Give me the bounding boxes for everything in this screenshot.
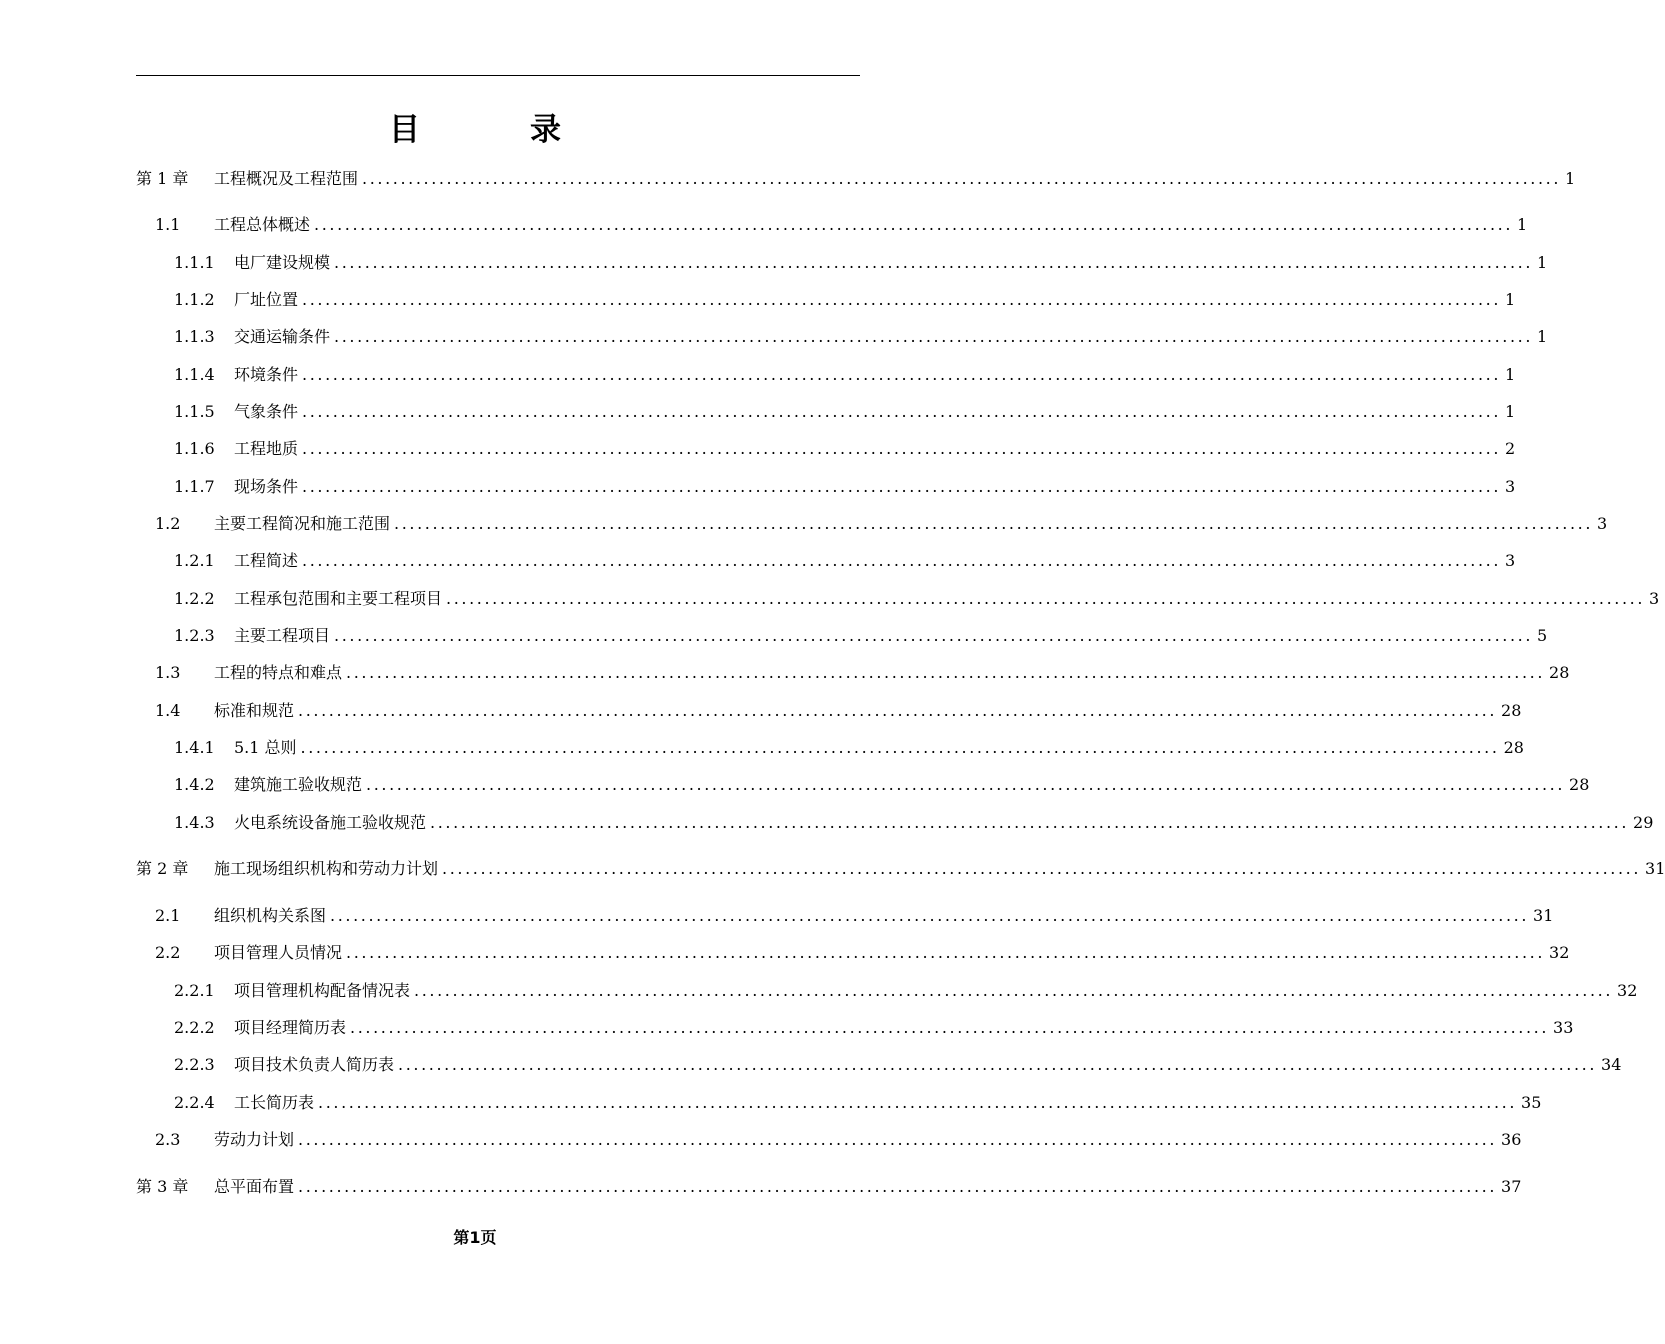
toc-dot-leader: ............................................................................................................................................................ — [318, 1093, 1518, 1112]
toc-page-number: 5 — [1537, 626, 1548, 645]
toc-page-number: 1 — [1537, 327, 1548, 346]
toc-entry-2-2-2[interactable] — [174, 1016, 1574, 1040]
toc-dot-leader: ............................................................................................................................................................ — [334, 327, 1534, 346]
toc-label: 项目管理人员情况 — [214, 943, 343, 962]
toc-page-number: 32 — [1617, 981, 1638, 1000]
toc-entry-2-2-3[interactable] — [174, 1053, 1622, 1077]
toc-page-number: 31 — [1533, 906, 1554, 925]
toc-dot-leader: ............................................................................................................................................................ — [414, 981, 1614, 1000]
toc-label: 标准和规范 — [214, 701, 295, 720]
toc-page-number: 3 — [1649, 589, 1660, 608]
toc-page-number: 29 — [1633, 813, 1654, 832]
toc-number: 2.2.2 — [174, 1018, 215, 1037]
toc-number: 第 1 章 — [136, 169, 189, 188]
toc-label: 工程地质 — [234, 439, 299, 458]
toc-label: 环境条件 — [234, 365, 299, 384]
toc-label: 现场条件 — [234, 477, 299, 496]
toc-number: 1.1.6 — [174, 439, 215, 458]
toc-dot-leader: ............................................................................................................................................................ — [298, 1177, 1498, 1196]
toc-dot-leader: ............................................................................................................................................................ — [430, 813, 1630, 832]
toc-dot-leader: ............................................................................................................................................................ — [298, 1130, 1498, 1149]
toc-number: 1.1.2 — [174, 290, 215, 309]
toc-entry-1-2[interactable] — [155, 512, 1608, 536]
toc-entry-2-2-1[interactable] — [174, 979, 1638, 1003]
toc-dot-leader: ............................................................................................................................................................ — [334, 626, 1534, 645]
toc-number: 1.3 — [155, 663, 181, 682]
toc-page-number: 3 — [1505, 477, 1516, 496]
toc-number: 1.2.2 — [174, 589, 215, 608]
toc-label: 劳动力计划 — [214, 1130, 295, 1149]
toc-label: 工程承包范围和主要工程项目 — [234, 589, 443, 608]
toc-dot-leader: ............................................................................................................................................................ — [302, 365, 1502, 384]
toc-dot-leader: ............................................................................................................................................................ — [300, 738, 1500, 757]
toc-number: 1.1.3 — [174, 327, 215, 346]
toc-dot-leader: ............................................................................................................................................................ — [350, 1018, 1550, 1037]
toc-label: 气象条件 — [234, 402, 299, 421]
toc-label: 项目经理简历表 — [234, 1018, 347, 1037]
toc-entry-1-1-3[interactable] — [174, 325, 1548, 349]
toc-number: 1.2.3 — [174, 626, 215, 645]
toc-entry-1-4-2[interactable] — [174, 773, 1590, 797]
toc-dot-leader: ............................................................................................................................................................ — [334, 253, 1534, 272]
toc-number: 2.1 — [155, 906, 181, 925]
toc-entry-1-2-2[interactable] — [174, 587, 1660, 611]
toc-number: 1.2 — [155, 514, 181, 533]
toc-number: 1.1.1 — [174, 253, 215, 272]
page-footer: 第1页 — [453, 1228, 497, 1247]
toc-entry-1-4-1[interactable] — [174, 736, 1524, 760]
toc-page-number: 3 — [1505, 551, 1516, 570]
toc-page-number: 35 — [1521, 1093, 1542, 1112]
toc-dot-leader: ............................................................................................................................................................ — [330, 906, 1530, 925]
toc-label: 厂址位置 — [234, 290, 299, 309]
toc-entry-1-4[interactable] — [155, 699, 1522, 723]
toc-page-number: 28 — [1549, 663, 1570, 682]
toc-dot-leader: ............................................................................................................................................................ — [302, 290, 1502, 309]
toc-page-number: 34 — [1601, 1055, 1622, 1074]
toc-number: 1.4.1 — [174, 738, 215, 757]
toc-entry-2-3[interactable] — [155, 1128, 1522, 1152]
toc-label: 交通运输条件 — [234, 327, 331, 346]
toc-number: 1.1 — [155, 215, 181, 234]
toc-dot-leader: ............................................................................................................................................................ — [298, 701, 1498, 720]
toc-entry-1-4-3[interactable] — [174, 811, 1654, 835]
toc-page-number: 32 — [1549, 943, 1570, 962]
toc-label: 工程总体概述 — [214, 215, 311, 234]
toc-entry-1-1-6[interactable] — [174, 437, 1516, 461]
toc-dot-leader: ............................................................................................................................................................ — [394, 514, 1594, 533]
toc-entry-1-1-7[interactable] — [174, 475, 1516, 499]
toc-label: 工程概况及工程范围 — [214, 169, 359, 188]
toc-label: 工程简述 — [234, 551, 299, 570]
toc-dot-leader: ............................................................................................................................................................ — [346, 943, 1546, 962]
toc-number: 1.4 — [155, 701, 181, 720]
toc-label: 主要工程项目 — [234, 626, 331, 645]
toc-entry-2-1[interactable] — [155, 904, 1554, 928]
toc-entry-1-1-5[interactable] — [174, 400, 1516, 424]
toc-number: 第 3 章 — [136, 1177, 189, 1196]
toc-dot-leader: ............................................................................................................................................................ — [446, 589, 1646, 608]
toc-entry-1-1[interactable] — [155, 213, 1528, 237]
toc-page-number: 2 — [1505, 439, 1516, 458]
toc-page-number: 1 — [1517, 215, 1528, 234]
toc-page-number: 1 — [1505, 365, 1516, 384]
toc-entry-1-3[interactable] — [155, 661, 1570, 685]
toc-number: 1.4.2 — [174, 775, 215, 794]
toc-page-number: 37 — [1501, 1177, 1522, 1196]
toc-label: 施工现场组织机构和劳动力计划 — [214, 859, 439, 878]
toc-entry-chapter-2[interactable] — [136, 857, 1665, 881]
toc-entry-1-2-1[interactable] — [174, 549, 1516, 573]
toc-dot-leader: ............................................................................................................................................................ — [302, 439, 1502, 458]
toc-entry-1-1-2[interactable] — [174, 288, 1516, 312]
toc-number: 2.2.1 — [174, 981, 215, 1000]
toc-label: 5.1 总则 — [234, 738, 297, 757]
toc-dot-leader: ............................................................................................................................................................ — [366, 775, 1566, 794]
toc-number: 1.1.7 — [174, 477, 215, 496]
toc-number: 1.1.5 — [174, 402, 215, 421]
toc-dot-leader: ............................................................................................................................................................ — [302, 477, 1502, 496]
page-title — [0, 104, 950, 149]
toc-label: 主要工程简况和施工范围 — [214, 514, 391, 533]
toc-page-number: 28 — [1501, 701, 1522, 720]
toc-page-number: 31 — [1645, 859, 1665, 878]
toc-page-number: 1 — [1537, 253, 1548, 272]
toc-number: 第 2 章 — [136, 859, 189, 878]
toc-page-number: 1 — [1505, 402, 1516, 421]
toc-entry-1-1-1[interactable] — [174, 251, 1548, 275]
toc-number: 1.1.4 — [174, 365, 215, 384]
toc-entry-1-2-3[interactable] — [174, 624, 1548, 648]
toc-entry-chapter-1[interactable] — [136, 167, 1576, 191]
toc-dot-leader: ............................................................................................................................................................ — [362, 169, 1562, 188]
toc-label: 电厂建设规模 — [234, 253, 331, 272]
toc-label: 火电系统设备施工验收规范 — [234, 813, 427, 832]
toc-label: 项目技术负责人简历表 — [234, 1055, 395, 1074]
toc-page-number: 33 — [1553, 1018, 1574, 1037]
toc-dot-leader: ............................................................................................................................................................ — [314, 215, 1514, 234]
toc-dot-leader: ............................................................................................................................................................ — [302, 402, 1502, 421]
toc-label: 组织机构关系图 — [214, 906, 327, 925]
toc-number: 2.3 — [155, 1130, 181, 1149]
toc-entry-1-1-4[interactable] — [174, 363, 1516, 387]
toc-dot-leader: ............................................................................................................................................................ — [346, 663, 1546, 682]
toc-label: 总平面布置 — [214, 1177, 295, 1196]
toc-label: 工长简历表 — [234, 1093, 315, 1112]
toc-entry-chapter-3[interactable] — [136, 1175, 1522, 1199]
toc-label: 项目管理机构配备情况表 — [234, 981, 411, 1000]
toc-number: 2.2.4 — [174, 1093, 215, 1112]
toc-page-number: 36 — [1501, 1130, 1522, 1149]
toc-page-number: 28 — [1503, 738, 1524, 757]
toc-dot-leader: ............................................................................................................................................................ — [398, 1055, 1598, 1074]
toc-page-number: 3 — [1597, 514, 1608, 533]
toc-number: 1.4.3 — [174, 813, 215, 832]
toc-number: 2.2.3 — [174, 1055, 215, 1074]
toc-label: 建筑施工验收规范 — [234, 775, 363, 794]
toc-page-number: 1 — [1505, 290, 1516, 309]
toc-dot-leader: ............................................................................................................................................................ — [302, 551, 1502, 570]
toc-page-number: 28 — [1569, 775, 1590, 794]
toc-number: 2.2 — [155, 943, 181, 962]
page-title-part2: 录 — [530, 112, 561, 148]
toc-label: 工程的特点和难点 — [214, 663, 343, 682]
toc-page-number: 1 — [1565, 169, 1576, 188]
page-title-part1: 目 — [389, 112, 420, 148]
toc-entry-2-2-4[interactable] — [174, 1091, 1542, 1115]
toc-number: 1.2.1 — [174, 551, 215, 570]
header-rule — [136, 75, 860, 76]
toc-dot-leader: ............................................................................................................................................................ — [442, 859, 1642, 878]
toc-entry-2-2[interactable] — [155, 941, 1570, 965]
